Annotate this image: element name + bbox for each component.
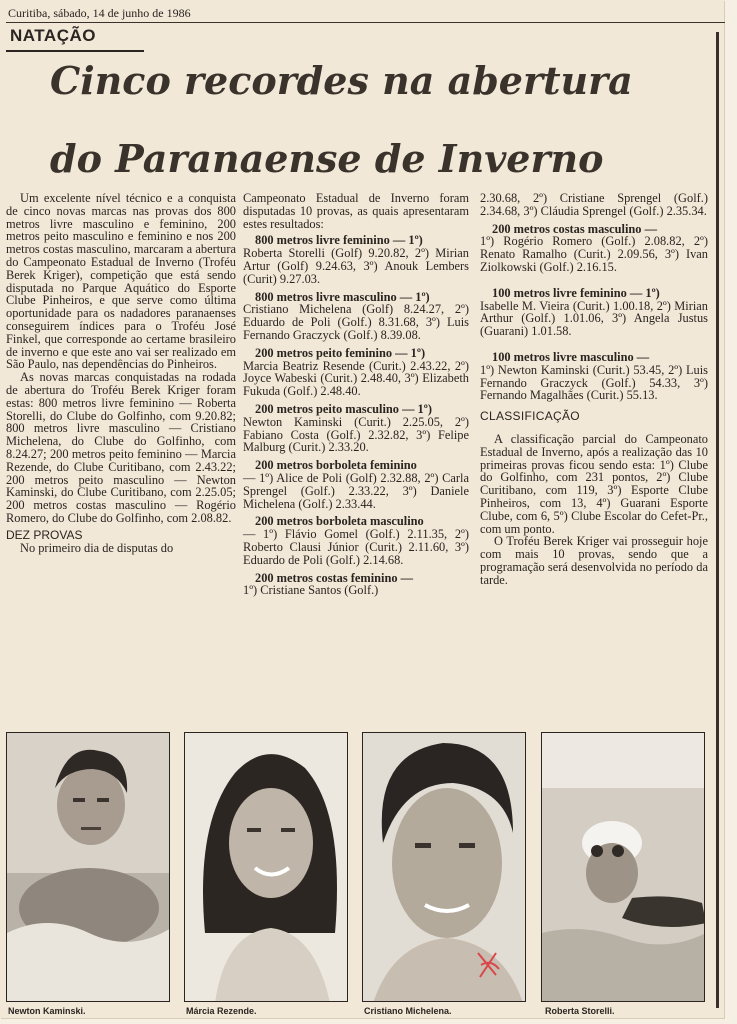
body-paragraph: As novas marcas conquistadas na rodada de abertura do Troféu Berek Kriger foram estas: 800 metros livre feminino — Roberta Storelli, do Clube do Golfinho, com 9.20.82; 800 metros livre masculino — Cristiano Michelena, do Clube do Golfinho, com 8.24.27; 200 metros peito feminino — Marcia Rezende, do Clube Curitibano, com 2.43.22; 200 metros peito masculino — Newton Kaminski, do Clube Curitibano, com 2.25.05; 200 metros costas masculino — Rogério Romero, do Clube do Golfinho, com 2.08.82. [6, 370, 236, 525]
event-results: 1º) Cristiane Santos (Golf.) [243, 583, 379, 598]
body-paragraph: A classificação parcial do Campeonato Estadual de Inverno, após a realização das 10 primeiras provas ficou sendo esta: 1º) Clube do Golfinho, com 231 pontos, 2º) Clube Curitibano, com 119, 3º) Esporte Clube Pinheiros, com 13, 4º) Guarani Esporte Clube, com 6, 5º) Clube Escolar do Cefet-Pr., com um ponto. [480, 431, 708, 536]
event-results: 1º) Rogério Romero (Golf.) 2.08.82, 2º) Renato Ramalho (Curit.) 2.09.56, 3º) Ivan Ziolkowski (Golf.) 2.16.15. [480, 234, 708, 274]
top-rule [6, 22, 725, 23]
right-column-rule [716, 32, 719, 1008]
event-results: — 1º) Alice de Poli (Golf) 2.32.88, 2º) Carla Sprengel (Golf.) 2.33.22, 3º) Daniele Michelena (Golf.) 2.33.44. [243, 470, 469, 511]
event-heading: 200 metros peito feminino — 1º) [255, 345, 426, 360]
section-underline [6, 50, 144, 52]
section-label: NATAÇÃO [10, 26, 96, 45]
headline-line-2: do Paranaense de Inverno [50, 136, 604, 181]
photo-marcia-rezende [184, 732, 348, 1002]
event-results: Marcia Beatriz Resende (Curit.) 2.43.22, 2º) Joyce Wabeski (Curit.) 2.48.40, 3º) Elizabeth Fukuda (Golf.) 2.48.40. [243, 358, 469, 399]
photo-roberta-storelli [541, 732, 705, 1002]
article-column-1 [6, 192, 236, 554]
event-results: Newton Kaminski (Curit.) 2.25.05, 2º) Fabiano Costa (Golf.) 2.32.82, 3º) Felipe Malburg (Curit.) 2.33.20. [243, 414, 469, 455]
subheading-dez-provas: DEZ PROVAS [6, 527, 83, 542]
event-heading: 800 metros livre feminino — 1º) [255, 233, 423, 248]
photo-caption: Roberta Storelli. [545, 1006, 615, 1016]
photo-caption: Cristiano Michelena. [364, 1006, 452, 1016]
dateline: Curitiba, sábado, 14 de junho de 1986 [8, 6, 191, 20]
subheading-classificacao: CLASSIFICAÇÃO [480, 409, 580, 424]
article-column-3 [480, 192, 708, 587]
photo-newton-kaminski [6, 732, 170, 1002]
event-heading: 200 metros borboleta masculino [255, 514, 424, 529]
photo-caption: Márcia Rezende. [186, 1006, 257, 1016]
event-heading: 200 metros costas masculino — [492, 221, 657, 236]
headline-line-1: Cinco recordes na abertura [50, 58, 633, 103]
body-paragraph: Um excelente nível técnico e a conquista de cinco novas marcas nas provas dos 800 metros livre masculino e feminino, 200 metros peito masculino e feminino e nos 200 metros costas masculino, marcaram a abertura do Campeonato Estadual de Inverno (Troféu Berek Kriger), competição que está sendo disputada no Parque Aquático do Esporte Clube Pinheiros, e que serve como última oportunidade para os nadadores paranaenses conseguirem índices para o Troféu José Finkel, que corresponde ao certame brasileiro de inverno e que este ano vai ser realizado em São Paulo, nas dependências do Pinheiros. [6, 191, 236, 372]
body-paragraph: Campeonato Estadual de Inverno foram disputadas 10 provas, as quais apresentaram estes resultados: [243, 191, 469, 231]
event-heading: 200 metros costas feminino — [255, 570, 414, 585]
event-results: 2.30.68, 2º) Cristiane Sprengel (Golf.) 2.34.68, 3º) Cláudia Sprengel (Golf.) 2.35.34. [480, 191, 708, 218]
event-results: Roberta Storelli (Golf) 9.20.82, 2º) Mirian Artur (Golf) 9.24.63, 3º) Anouk Lembers (Curit) 9.27.03. [243, 246, 469, 286]
article-column-2 [243, 192, 469, 597]
event-heading: 200 metros peito masculino — 1º) [255, 401, 432, 416]
event-heading: 100 metros livre masculino — [492, 349, 650, 364]
event-heading: 100 metros livre feminino — 1º) [492, 285, 660, 300]
event-results: Cristiano Michelena (Golf) 8.24.27, 2º) Eduardo de Poli (Golf.) 8.31.68, 3º) Luis Fernando Graczyck (Golf.) 8.39.08. [243, 302, 469, 342]
photo-caption: Newton Kaminski. [8, 1006, 86, 1016]
body-paragraph: No primeiro dia de disputas do [20, 540, 174, 555]
event-heading: 200 metros borboleta feminino [255, 458, 417, 473]
event-results: — 1º) Flávio Gomel (Golf.) 2.11.35, 2º) Roberto Clausi Júnior (Curit.) 2.11.60, 3º) Eduardo de Poli (Golf.) 2.14.68. [243, 527, 469, 567]
event-results: 1º) Newton Kaminski (Curit.) 53.45, 2º) Luis Fernando Graczyck (Golf.) 54.33, 3º) Fernando Magalhães (Curit.) 55.13. [480, 362, 708, 403]
event-heading: 800 metros livre masculino — 1º) [255, 289, 430, 304]
photo-cristiano-michelena [362, 732, 526, 1002]
event-results: Isabelle M. Vieira (Curit.) 1.00.18, 2º) Mirian Arthur (Golf.) 1.01.06, 3º) Angela Justus (Guarani) 1.01.58. [480, 298, 708, 339]
body-paragraph: O Troféu Berek Kriger vai prosseguir hoje com mais 10 provas, sendo que a programação será desenvolvida no período da tarde. [480, 534, 708, 587]
